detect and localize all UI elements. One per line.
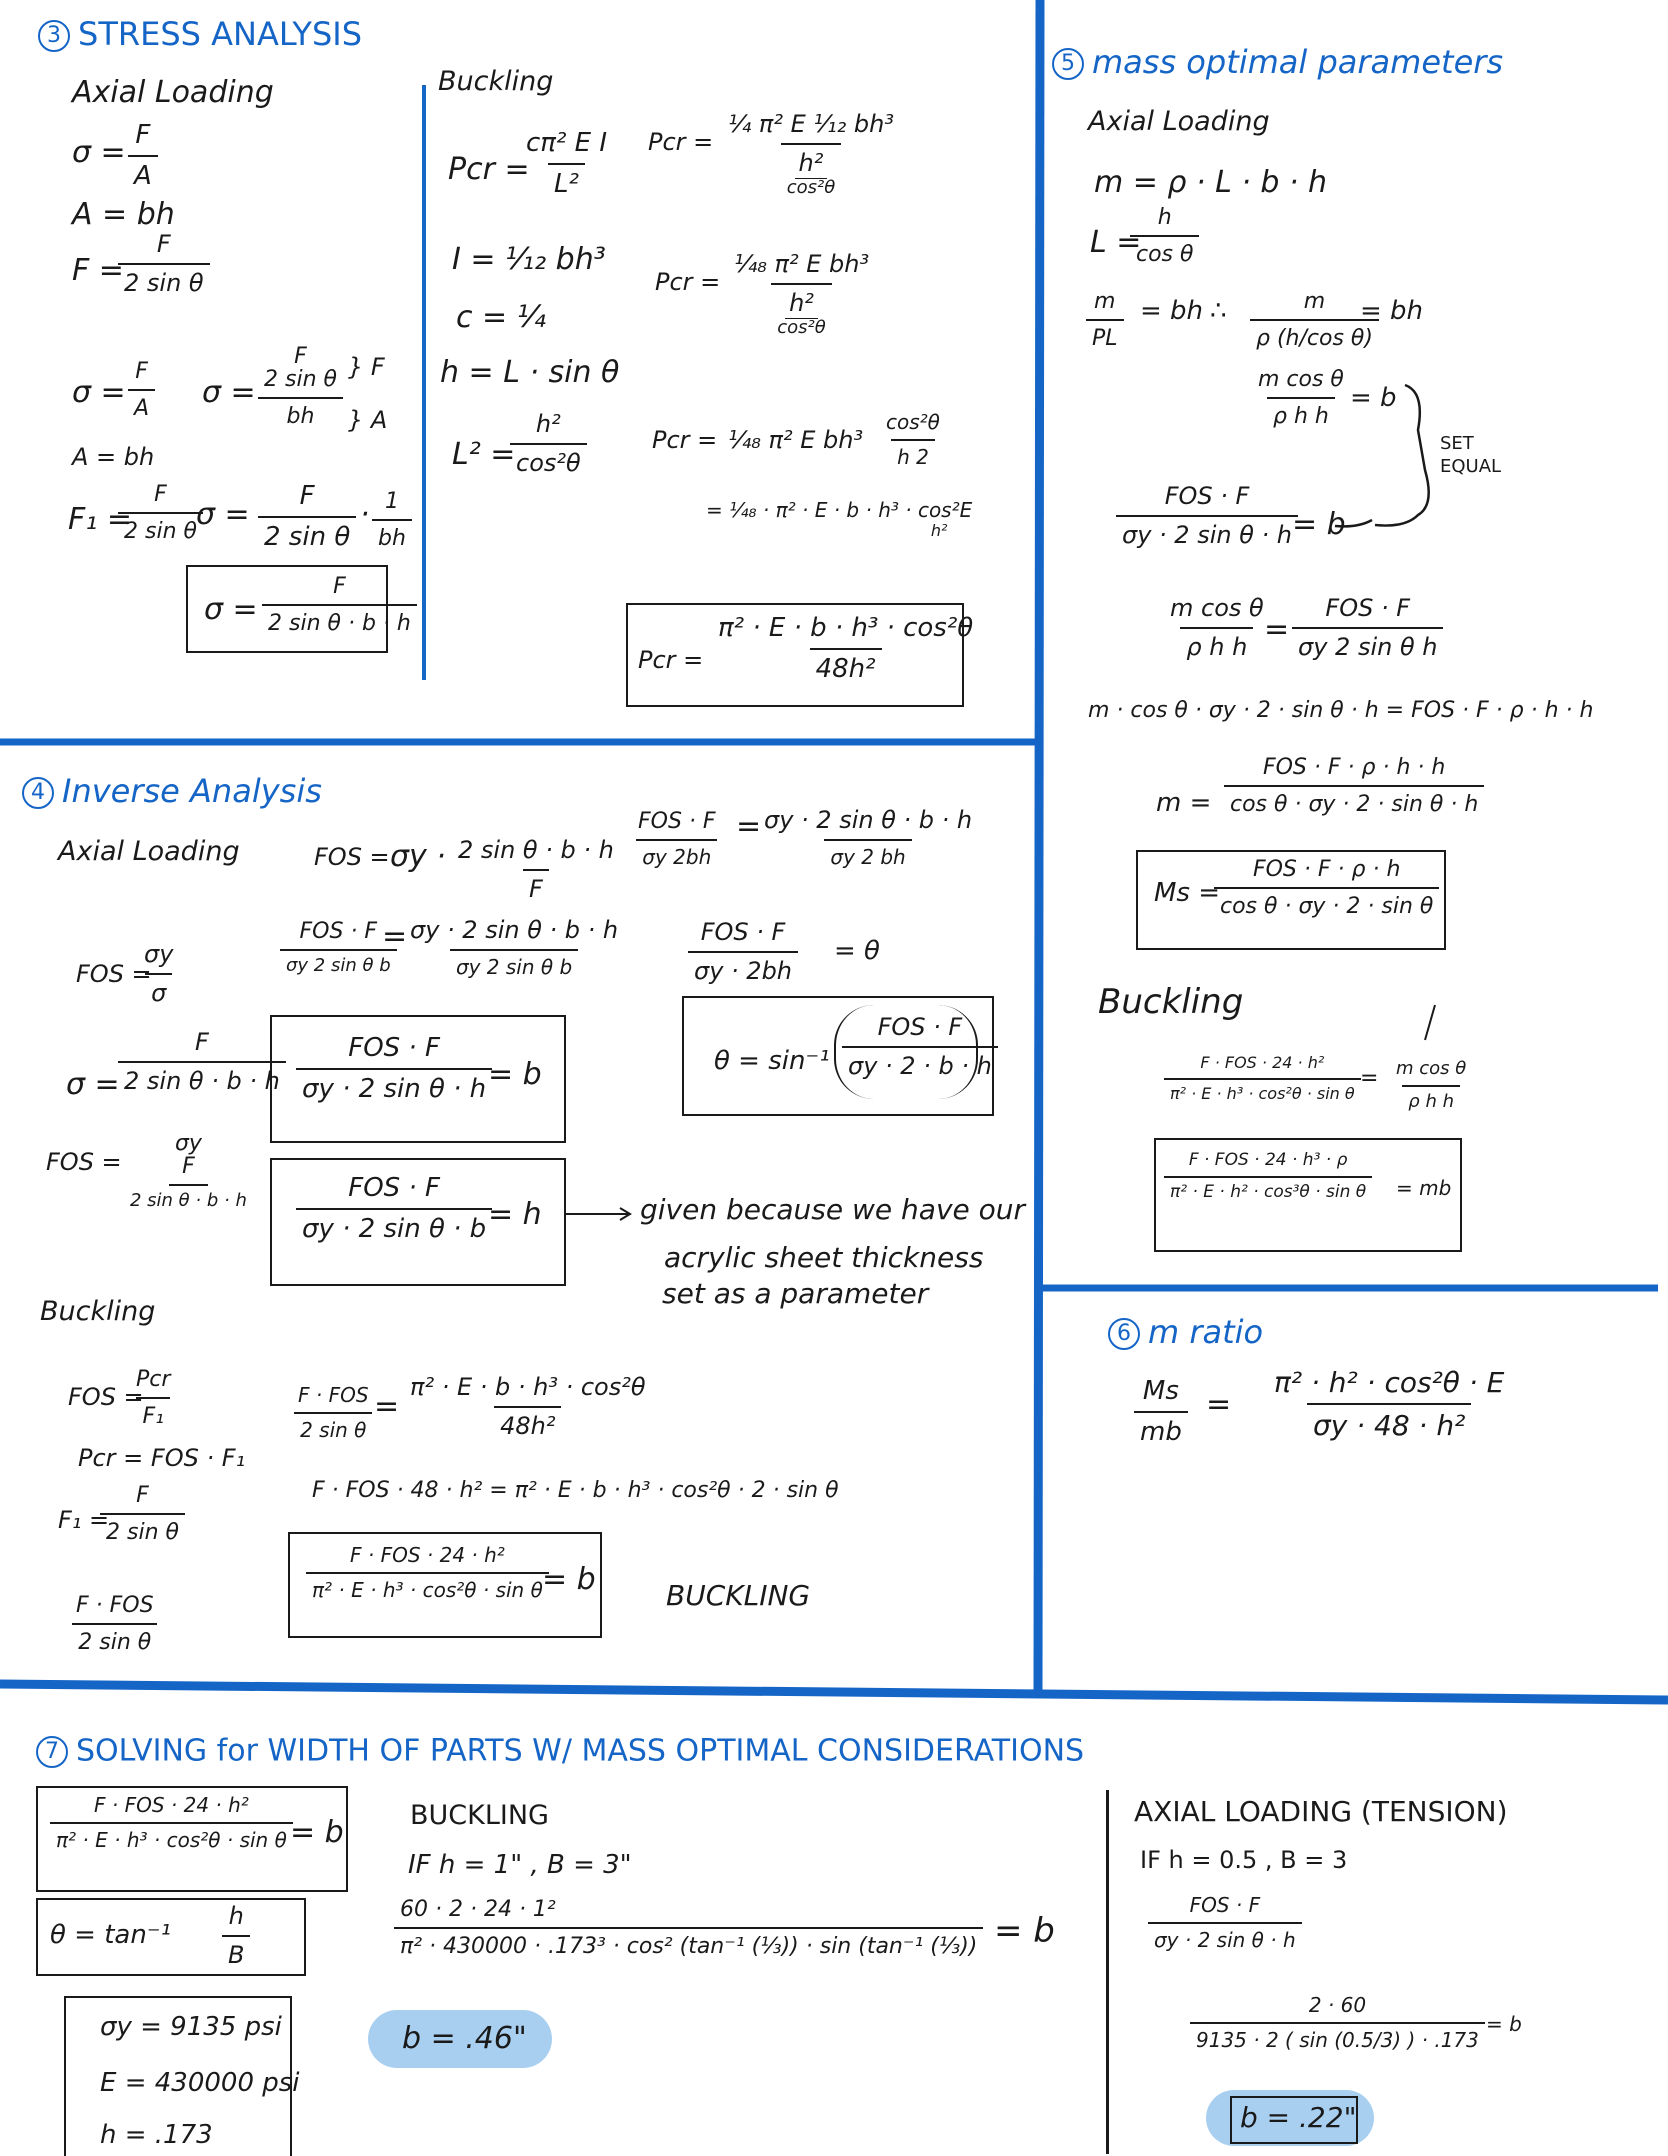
- s7-axial-heading: AXIAL LOADING (TENSION): [1134, 1795, 1508, 1828]
- s5-mb-rhs: = mb: [1396, 1176, 1452, 1200]
- s3-p4-frac: = ¹⁄₄₈ · π² · E · b · h³ · cos²E h²: [706, 498, 973, 540]
- s4-buckling-heading: Buckling: [40, 1296, 156, 1327]
- s3-title: [38, 15, 363, 53]
- s7-buckling-heading: BUCKLING: [410, 1800, 549, 1831]
- s4-bk3-frac: F · FOS · 24 · h² π² · E · h³ · cos²θ · sin θ: [306, 1545, 549, 1601]
- s4-fosbk-lhs: FOS =: [68, 1383, 144, 1411]
- s4-buckling-caption: BUCKLING: [666, 1579, 811, 1612]
- s5-eq-lfrac: $\frac{\text{m cos θ}}{\text{ρ h h}}$: [1170, 594, 1264, 662]
- s3-pbox-frac: $\frac{\text{π² · E · b · h³ · cos²θ}}{\text{48h²}}$: [718, 613, 974, 685]
- s3-box-frac: $\frac{F}{\text{2 sin θ · b · h}}$: [262, 575, 417, 635]
- s7-a2-frac: $\frac{2 \cdot 60}{9135 \cdot 2 ( \sin (0.5/3) ) \cdot .173}$: [1190, 1995, 1485, 2051]
- s3-sigma3-frac2: $\frac{1}{bh}$: [372, 490, 412, 550]
- s4-arrow-note-2: acrylic sheet thickness: [664, 1241, 984, 1274]
- s3-number: 3: [38, 20, 70, 52]
- s3-f-eq: F =: [72, 253, 124, 288]
- s7-divider: [1106, 1790, 1109, 2154]
- s5-mb-frac: F · FOS · 24 · h³ · ρ π² · E · h² · cos³θ · sin θ: [1164, 1152, 1372, 1202]
- s5-m3-rhs: = b: [1350, 383, 1397, 413]
- s3-pcr-frac: $\frac{\text{cπ² E I}}{\text{L²}}$: [526, 128, 607, 200]
- s5-m2-frac: $\frac{m}{\text{ρ (h/cos θ)}}$: [1250, 290, 1379, 350]
- s7-h: h = .173: [100, 2120, 213, 2150]
- s3-p1-lhs: Pcr =: [648, 128, 714, 156]
- s3-a-bh-2: A = bh: [72, 443, 155, 471]
- s3-brace-f: } F: [348, 353, 385, 381]
- s4-r1-frac2: σy · 2 sin θ · b · h σy 2 sin θ b: [410, 916, 619, 980]
- s5-bk-eq: =: [1360, 1066, 1379, 1091]
- s6-l-frac: $\frac{Ms}{mb}$: [1134, 1378, 1188, 1447]
- s7-b1-frac: F · FOS · 24 · h² π² · E · h³ · cos²θ · sin θ: [50, 1795, 293, 1851]
- s5-mpl-rhs: = bh: [1140, 296, 1204, 326]
- s4-t-frac1: FOS · F σy 2bh: [638, 809, 716, 870]
- s4-arrow-note-1: given because we have our: [640, 1193, 1026, 1226]
- s3-f-frac: $\frac{F}{\text{2 sin θ}}$: [118, 232, 210, 296]
- s3-divider: [422, 85, 426, 680]
- s4-fosb-lhs: FOS =: [314, 843, 390, 871]
- s5-title-text: mass optimal parameters: [1092, 43, 1504, 81]
- s3-brace-a: } A: [348, 406, 388, 434]
- s5-title: [1052, 43, 1504, 81]
- s4-bk2: F · FOS · 48 · h² = π² · E · b · h³ · cos²θ · 2 · sin θ: [312, 1478, 839, 1503]
- s5-long-eq: m · cos θ · σy · 2 · sin θ · h = FOS · F · ρ · h · h: [1088, 698, 1594, 723]
- s7-title-text: SOLVING for WIDTH OF PARTS W/ MASS OPTIMAL CONSIDERATIONS: [76, 1733, 1085, 1769]
- s3-p2-lhs: Pcr =: [655, 268, 721, 296]
- s7-a2-rhs: = b: [1486, 2012, 1522, 2036]
- s3-buckling-heading: Buckling: [438, 66, 554, 97]
- s7-theta-lhs: θ = tan⁻¹: [50, 1920, 171, 1950]
- s5-bk-rfrac: $\frac{\text{m cos θ}}{\text{ρ h h}}$: [1396, 1058, 1467, 1112]
- s7-a-frac: FOS · F σy · 2 sin θ · h: [1148, 1895, 1302, 1951]
- s3-p3-lhs: Pcr =: [652, 426, 718, 454]
- s4-ff-frac: F · FOS 2 sin θ: [70, 1594, 160, 1654]
- s4-fos-eq: FOS =: [76, 960, 152, 988]
- s3-f-over-a: $\frac{F}{A}$: [128, 122, 158, 191]
- s4-r1-eq: =: [382, 919, 408, 954]
- s4-axial-heading: Axial Loading: [58, 836, 240, 867]
- s4-thbox-frac: FOS · F σy · 2 · b · h: [842, 1015, 998, 1079]
- s5-axial-heading: Axial Loading: [1088, 106, 1270, 137]
- s3-f-over-a-2: $\frac{F}{A}$: [128, 360, 155, 420]
- s4-f1-frac: $\frac{F}{\text{2 sin θ}}$: [100, 1484, 185, 1544]
- s5-set-label: SET: [1440, 433, 1474, 454]
- s5-fos-frac: FOS · F σy · 2 sin θ · h: [1116, 484, 1298, 548]
- s5-l-eq: L =: [1090, 225, 1142, 260]
- s3-sigma-eq3: σ =: [196, 497, 250, 532]
- s4-fos-eq2: FOS =: [46, 1148, 122, 1176]
- s5-m-lhs: m =: [1156, 788, 1212, 818]
- s4-bk1-eq: =: [374, 1389, 400, 1424]
- s4-thbox-lhs: θ = sin⁻¹: [714, 1046, 830, 1076]
- s4-arrow-note-3: set as a parameter: [662, 1277, 929, 1310]
- s7-calc-rhs: = b: [994, 1911, 1055, 1951]
- s4-number: 4: [22, 777, 54, 809]
- s5-m3-frac: $\frac{\text{m cos θ}}{\text{ρ h h}}$: [1258, 367, 1344, 430]
- s5-therefore: ∴: [1210, 296, 1227, 326]
- s3-a-bh: A = bh: [72, 197, 175, 232]
- s5-m-frac: FOS · F · ρ · h · h cos θ · σy · 2 · sin θ · h: [1224, 756, 1484, 816]
- s5-ms-frac: FOS · F · ρ · h cos θ · σy · 2 · sin θ: [1214, 858, 1439, 918]
- s5-m-eq: m = ρ · L · b · h: [1094, 165, 1328, 200]
- s3-sigma-eq: σ =: [72, 135, 126, 170]
- s7-if-line: IF h = 1" , B = 3": [408, 1850, 632, 1880]
- s3-pbox-lhs: Pcr =: [638, 646, 704, 674]
- s4-pcr-eq: Pcr = FOS · F₁: [78, 1444, 246, 1472]
- s4-title: [22, 772, 322, 810]
- s3-sigma-nested: F 2 sin θ bh: [258, 345, 343, 428]
- s4-sig-frac: $\frac{F}{\text{2 sin θ · b · h}}$: [118, 1030, 286, 1094]
- s3-sigma-eq2: σ =: [72, 375, 126, 410]
- s3-l2-eq: L² =: [452, 437, 516, 472]
- s3-f1-eq: F₁ =: [68, 502, 132, 537]
- s3-sigma-nested-eq: σ =: [202, 375, 256, 410]
- s4-bk1-lfrac: F · FOS 2 sin θ: [292, 1385, 375, 1441]
- s3-p1-frac: ¼ π² E ¹⁄₁₂ bh³ h² cos²θ: [728, 110, 894, 199]
- s4-fos-frac: $\frac{\sigma y}{\sigma}$: [144, 940, 174, 1008]
- s5-fos-rhs: = b: [1292, 507, 1346, 542]
- s4-th-frac: FOS · F σy · 2bh: [688, 920, 798, 984]
- s4-r1-frac1: FOS · F σy 2 sin θ b: [280, 920, 397, 976]
- s7-sy: σy = 9135 psi: [100, 2012, 282, 2042]
- s4-box1-frac: FOS · F σy · 2 sin θ · h: [296, 1035, 492, 1104]
- s4-t-eq: =: [736, 809, 762, 844]
- s4-box2-rhs: = h: [488, 1197, 542, 1232]
- s7-b-result: b = .46": [402, 2021, 527, 2056]
- s4-f1-lhs: F₁ =: [58, 1506, 110, 1534]
- s6-eq: =: [1206, 1387, 1232, 1422]
- s4-t-frac2: σy · 2 sin θ · b · h σy 2 bh: [764, 806, 973, 870]
- s5-ms-lhs: Ms =: [1154, 878, 1221, 908]
- s7-title: [36, 1733, 1085, 1769]
- s6-title: [1108, 1313, 1264, 1351]
- s5-mpl-frac: $\frac{m}{PL}$: [1086, 290, 1124, 350]
- s4-th-rhs: = θ: [834, 936, 880, 966]
- s4-box2-frac: FOS · F σy · 2 sin θ · b: [296, 1175, 492, 1244]
- s7-number: 7: [36, 1736, 68, 1768]
- s3-l2-frac: $\frac{\text{h²}}{\text{cos²θ}}$: [510, 412, 587, 476]
- s7-e: E = 430000 psi: [100, 2068, 300, 2098]
- divider-h-bottom: [0, 1684, 1668, 1700]
- divider-vertical-top: [1038, 0, 1040, 1695]
- s4-fos-frac2: σy F 2 sin θ · b · h: [130, 1131, 247, 1212]
- s5-number: 5: [1052, 48, 1084, 80]
- s3-sigma3-frac1: $\frac{F}{\text{2 sin θ}}$: [258, 483, 356, 552]
- s3-box-sigma: σ =: [204, 592, 258, 627]
- s4-fosb-sy: σy ·: [390, 839, 446, 874]
- s3-p2-frac: ¹⁄₄₈ π² E bh³ h² cos²θ: [734, 250, 870, 339]
- s4-fosb-frac: $\frac{\text{2 sin θ · b · h}}{F}$: [458, 836, 614, 904]
- s7-b1-rhs: = b: [290, 1815, 344, 1850]
- s3-i-eq: I = ¹⁄₁₂ bh³: [452, 242, 606, 277]
- s3-title-text: STRESS ANALYSIS: [78, 15, 363, 53]
- s5-equal-label: EQUAL: [1440, 456, 1502, 477]
- s5-l-frac: $\frac{h}{\text{cos θ}}$: [1130, 206, 1199, 266]
- s7-b-result2: b = .22": [1240, 2101, 1357, 2134]
- s3-p3-frac: $\frac{\text{cos²θ}}{h 2}$: [886, 410, 940, 469]
- s6-title-text: m ratio: [1148, 1313, 1264, 1351]
- s7-if-line2: IF h = 0.5 , B = 3: [1140, 1846, 1348, 1874]
- s4-fosbk-frac: Pcr F₁: [136, 1367, 171, 1430]
- s4-bk3-rhs: = b: [542, 1562, 596, 1597]
- s3-p3-body: ¹⁄₄₈ π² E bh³: [728, 426, 864, 454]
- s7-theta-frac: $\frac{h}{B}$: [222, 1904, 250, 1968]
- s4-title-text: Inverse Analysis: [62, 772, 322, 810]
- s5-bk-lfrac: F · FOS · 24 · h² π² · E · h³ · cos²θ · sin θ: [1164, 1055, 1361, 1103]
- s3-f1-frac: $\frac{F}{\text{2 sin θ}}$: [118, 483, 203, 543]
- s6-number: 6: [1108, 1318, 1140, 1350]
- s6-r-frac: $\frac{\text{π² · h² · cos²θ · E}}{\text{σy · 48 · h²}}$: [1274, 1366, 1505, 1443]
- s7-calc-frac: $\frac{\text{60 · 2 · 24 · 1²}}{\text{π² · 430000 · .173³ · cos² (tan⁻¹ (⅓)) · sin (tan⁻¹ (⅓))}}$: [394, 1898, 983, 1958]
- s5-buckling-heading: Buckling: [1098, 982, 1244, 1022]
- s4-box1-rhs: = b: [488, 1057, 542, 1092]
- cancel-slash-1: [1425, 1005, 1435, 1040]
- s3-axial-heading: Axial Loading: [72, 75, 274, 110]
- s3-pcr-eq: Pcr =: [448, 152, 530, 187]
- s5-m2-rhs: = bh: [1360, 296, 1424, 326]
- s5-eq-eq: =: [1264, 612, 1290, 647]
- s3-c-eq: c = ¼: [456, 300, 546, 335]
- s3-h-eq: h = L · sin θ: [440, 355, 620, 390]
- s3-sigma3-dot: ·: [360, 497, 370, 532]
- s5-eq-rfrac: FOS · F σy 2 sin θ h: [1292, 596, 1443, 660]
- s4-sig-eq: σ =: [66, 1067, 120, 1102]
- s4-bk1-rfrac: $\frac{\text{π² · E · b · h³ · cos²θ}}{\text{48h²}}$: [410, 1373, 646, 1441]
